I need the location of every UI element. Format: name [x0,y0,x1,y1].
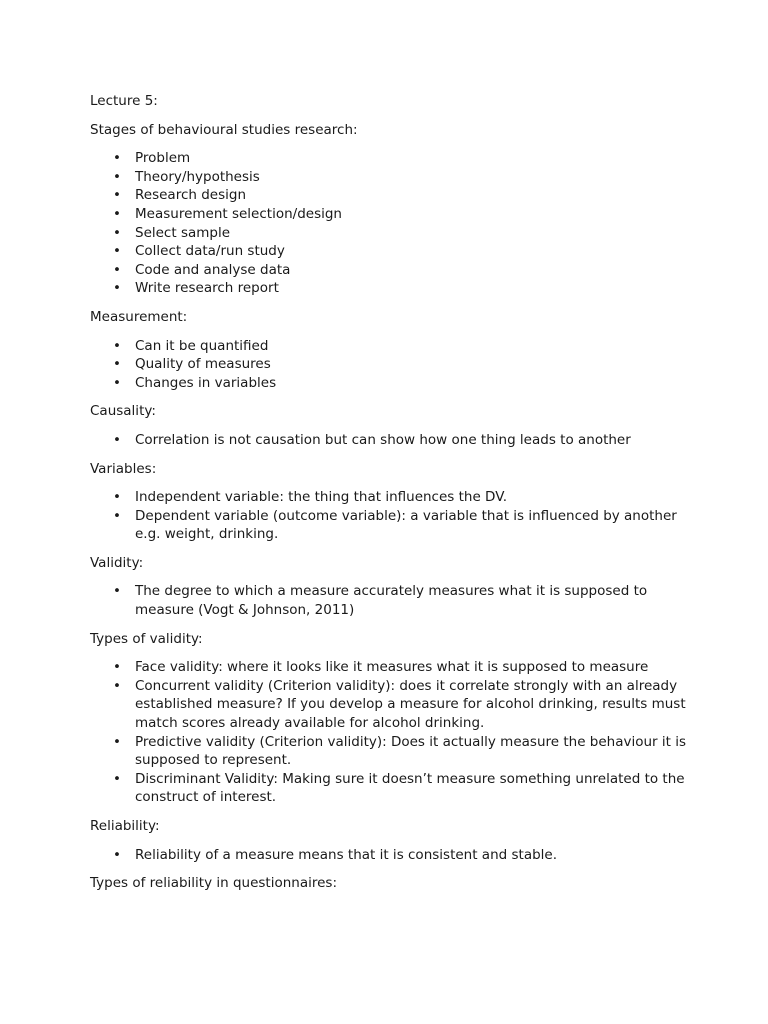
bullet-text: Write research report [135,280,279,297]
bullet-text: Collect data/run study [135,243,285,260]
bullet-text: Correlation is not causation but can show how one thing leads to another [135,431,631,448]
bullet-list [90,431,690,450]
section-heading: Causality: [90,403,156,420]
bullet-text: Can it be quantified [135,337,269,354]
bullet-item [90,205,690,224]
bullet-list [90,846,690,865]
bullet-icon: • [113,168,121,185]
section-heading: Measurement: [90,308,188,325]
bullet-icon: • [113,583,121,600]
section-heading: Stages of behavioural studies research: [90,121,358,138]
bullet-icon: • [113,507,121,524]
bullet-text: Problem [135,150,191,167]
bullet-icon: • [113,187,121,204]
bullet-text: The degree to which a measure accurately measures what it is supposed to measure (Vogt & Johnson, 2011) [135,583,648,619]
bullet-text: Dependent variable (outcome variable): a variable that is influenced by another e.g. weight, drinking. [135,507,677,543]
bullet-list [90,488,690,544]
bullet-item [90,488,690,507]
bullet-text: Reliability of a measure means that it is consistent and stable. [135,846,558,863]
bullet-icon: • [113,243,121,260]
bullet-item [90,261,690,280]
section-heading: Reliability: [90,818,160,834]
section-heading: Types of validity: [90,630,203,647]
bullet-text: Independent variable: the thing that influences the DV. [135,489,508,506]
section-heading: Lecture 5: [90,93,158,109]
bullet-text: Code and analyse data [135,261,291,278]
bullet-text: Changes in variables [135,374,277,391]
bullet-text: Measurement selection/design [135,205,342,222]
bullet-icon: • [113,337,121,354]
bullet-icon: • [113,224,121,241]
bullet-list [90,582,690,619]
bullet-text: Face validity: where it looks like it measures what it is supposed to measure [135,659,649,676]
bullet-list [90,658,690,807]
bullet-icon: • [113,261,121,278]
bullet-icon: • [113,677,121,694]
bullet-icon: • [113,280,121,297]
bullet-icon: • [113,356,121,373]
bullet-icon: • [113,150,121,167]
bullet-item [90,168,690,187]
bullet-icon: • [113,770,121,787]
bullet-text: Predictive validity (Criterion validity): Does it actually measure the behaviour it is supposed to represent. [135,733,687,769]
bullet-text: Quality of measures [135,356,271,373]
bullet-text: Research design [135,187,246,204]
bullet-icon: • [113,205,121,222]
bullet-item [90,149,690,168]
bullet-item [90,507,690,544]
bullet-text: Theory/hypothesis [135,168,260,185]
section-heading: Validity: [90,554,144,571]
bullet-icon: • [113,846,121,863]
bullet-item [90,224,690,243]
bullet-item [90,355,690,374]
bullet-item [90,582,690,619]
section-heading: Types of reliability in questionnaires: [90,875,338,892]
bullet-list [90,337,690,393]
bullet-text: Discriminant Validity: Making sure it doesn’t measure something unrelated to the construct of interest. [135,770,685,806]
bullet-item [90,374,690,393]
bullet-icon: • [113,733,121,750]
bullet-item [90,242,690,261]
bullet-item [90,846,690,865]
bullet-icon: • [113,489,121,506]
bullet-text: Select sample [135,224,231,241]
bullet-text: Concurrent validity (Criterion validity): does it correlate strongly with an already established measure? If you develop a measure for alcohol drinking, results must match scores already available for alcohol drinking. [135,677,686,732]
bullet-item [90,279,690,298]
bullet-icon: • [113,374,121,391]
bullet-item [90,337,690,356]
bullet-item [90,658,690,677]
section-heading: Variables: [90,460,157,477]
bullet-item [90,677,690,733]
document-page [90,92,690,903]
bullet-item [90,431,690,450]
bullet-item [90,733,690,770]
bullet-icon: • [113,659,121,676]
bullet-icon: • [113,431,121,448]
bullet-list [90,149,690,298]
bullet-item [90,770,690,807]
bullet-item [90,186,690,205]
